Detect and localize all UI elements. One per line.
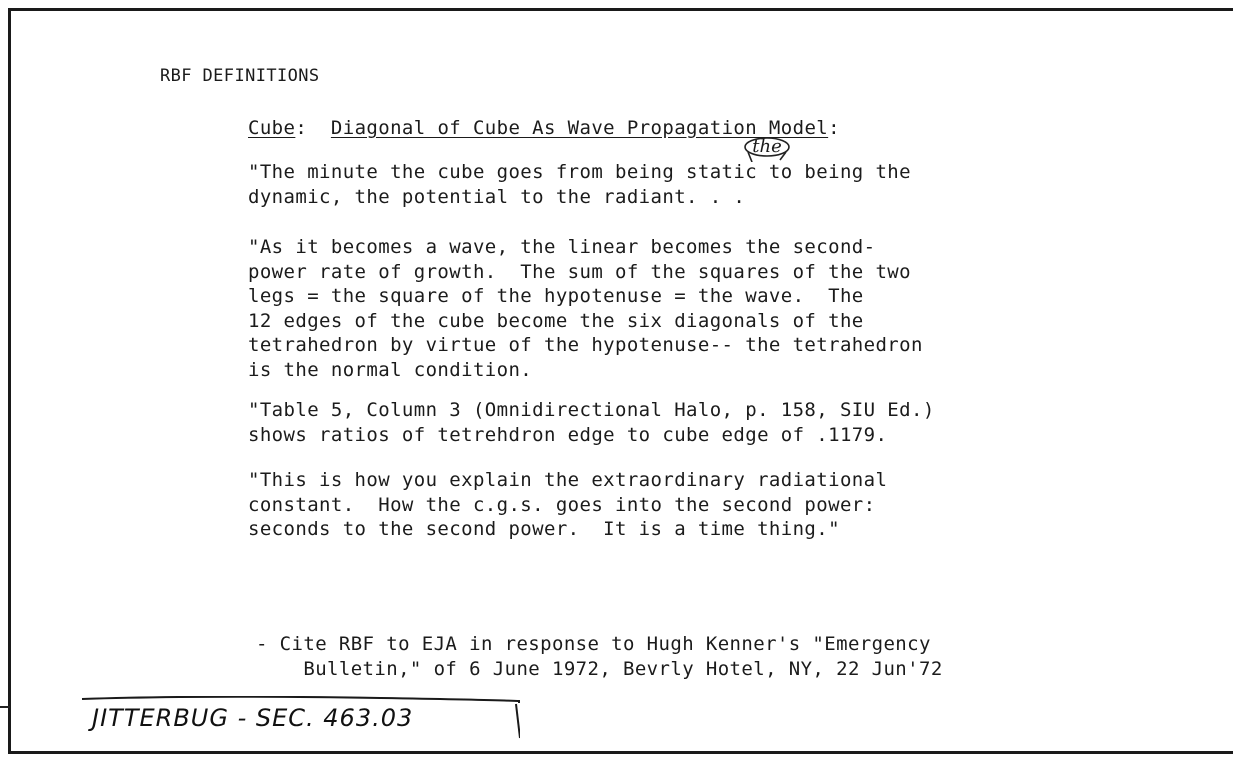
- title-colon: :: [295, 117, 308, 139]
- edge-tick-mark: [0, 706, 10, 708]
- insertion-text: the: [752, 136, 782, 157]
- quote-paragraph-1: "The minute the cube goes from being static to being the dynamic, the potential to the radiant. . .: [248, 161, 911, 208]
- quote-paragraph-2: "As it becomes a wave, the linear becomes the second- power rate of growth. The sum of the squares of the two legs = the square of the hypotenuse = the wave. The 12 edges of the cube become the six diagonals of the tetrahedron by virtue of the hypotenuse-- the tetrahedron is the normal condition.: [248, 236, 923, 381]
- quote-paragraph-4: "This is how you explain the extraordinary radiational constant. How the c.g.s. goes into the second power: seconds to the second power. It is a time thing.": [248, 469, 888, 540]
- definition-subtitle: Diagonal of Cube As Wave Propagation Model: [330, 117, 829, 139]
- citation: - Cite RBF to EJA in response to Hugh Kenner's "Emergency Bulletin," of 6 June 1972, Bevrly Hotel, NY, 22 Jun'72: [256, 633, 943, 680]
- handwritten-label: JITTERBUG - SEC. 463.03: [92, 704, 414, 732]
- quote-paragraph-3: "Table 5, Column 3 (Omnidirectional Halo, p. 158, SIU Ed.) shows ratios of tetrehdron edge to cube edge of .1179.: [248, 399, 935, 446]
- handwritten-insertion: [742, 136, 792, 160]
- definition-term: Cube: [248, 117, 296, 139]
- title-end: :: [828, 117, 840, 139]
- page-header: RBF DEFINITIONS: [160, 66, 320, 86]
